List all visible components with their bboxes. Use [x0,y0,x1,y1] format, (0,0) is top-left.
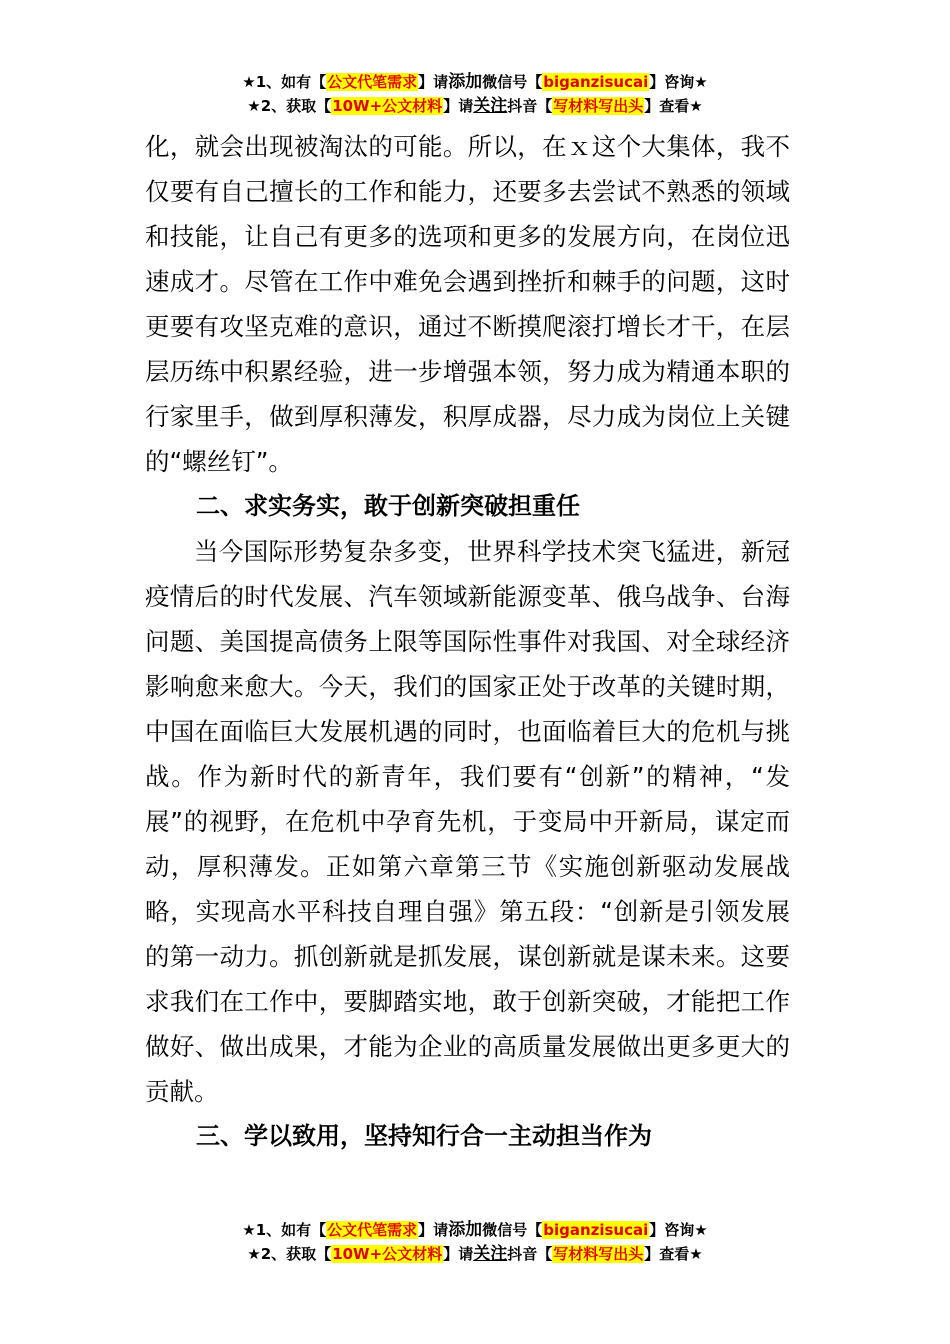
banner-highlight: 10W+公文材料 [332,1245,443,1263]
banner-emphasis: 添加 [448,1220,483,1240]
section-heading-2: 二、求实务实，敢于创新突破担重任 [196,492,580,520]
footer-banner [0,1218,950,1266]
banner-text: 】请 [443,1245,474,1263]
banner-text: 】查看★ [644,97,703,115]
banner-text: 】咨询★ [649,1221,708,1239]
banner-highlight: 10W+公文材料 [332,97,443,115]
banner-wechat-id: biganzisucai [543,73,649,91]
banner-text: 】查看★ [644,1245,703,1263]
banner-text: 】请 [418,1221,449,1239]
banner-text: 微信号【 [482,73,543,91]
banner-text: 抖音【 [507,97,553,115]
banner-line-2 [0,1242,950,1266]
banner-text: 抖音【 [507,1245,553,1263]
banner-line-2 [0,94,950,118]
banner-text: ★1、如有【 [242,1221,327,1239]
banner-text: 】请 [443,97,474,115]
banner-douyin-id: 写材料写出头 [553,97,644,115]
banner-line-1 [0,1218,950,1242]
banner-text: ★2、获取【 [247,97,332,115]
banner-emphasis: 关注 [473,96,508,116]
banner-text: ★1、如有【 [242,73,327,91]
banner-emphasis: 关注 [473,1244,508,1264]
banner-text: 微信号【 [482,1221,543,1239]
banner-text: 】咨询★ [649,73,708,91]
banner-highlight: 公文代笔需求 [327,73,418,91]
banner-highlight: 公文代笔需求 [327,1221,418,1239]
banner-douyin-id: 写材料写出头 [553,1245,644,1263]
paragraph-1: 化，就会出现被淘汰的可能。所以，在ｘ这个大集体，我不仅要有自己擅长的工作和能力，还要多去尝试不熟悉的领域和技能，让自己有更多的选项和更多的发展方向，在岗位迅速成才。尽管在工作中难免会遇到挫折和棘手的问题，这时更要有攻坚克难的意识，通过不断摸爬滚打增长才干，在层层历练中积累经验，进一步增强本领，努力成为精通本职的行家里手，做到厚积薄发，积厚成器，尽力成为岗位上关键的“螺丝钉”。 [145,132,790,476]
banner-text: 】请 [418,73,449,91]
section-heading-3: 三、学以致用，坚持知行合一主动担当作为 [196,1122,652,1150]
banner-line-1 [0,70,950,94]
paragraph-2: 当今国际形势复杂多变，世界科学技术突飞猛进，新冠疫情后的时代发展、汽车领域新能源变革、俄乌战争、台海问题、美国提高债务上限等国际性事件对我国、对全球经济影响愈来愈大。今天，我们的国家正处于改革的关键时期，中国在面临巨大发展机遇的同时，也面临着巨大的危机与挑战。作为新时代的新青年，我们要有“创新”的精神，“发展”的视野，在危机中孕育先机，于变局中开新局，谋定而动，厚积薄发。正如第六章第三节《实施创新驱动发展战略，实现高水平科技自理自强》第五段：“创新是引领发展的第一动力。抓创新就是抓发展，谋创新就是谋未来。这要求我们在工作中，要脚踏实地，敢于创新突破，才能把工作做好、做出成果，才能为企业的高质量发展做出更多更大的贡献。 [145,537,790,1106]
banner-wechat-id: biganzisucai [543,1221,649,1239]
document-body [145,124,790,1159]
header-banner [0,70,950,118]
banner-text: ★2、获取【 [247,1245,332,1263]
banner-emphasis: 添加 [448,72,483,92]
